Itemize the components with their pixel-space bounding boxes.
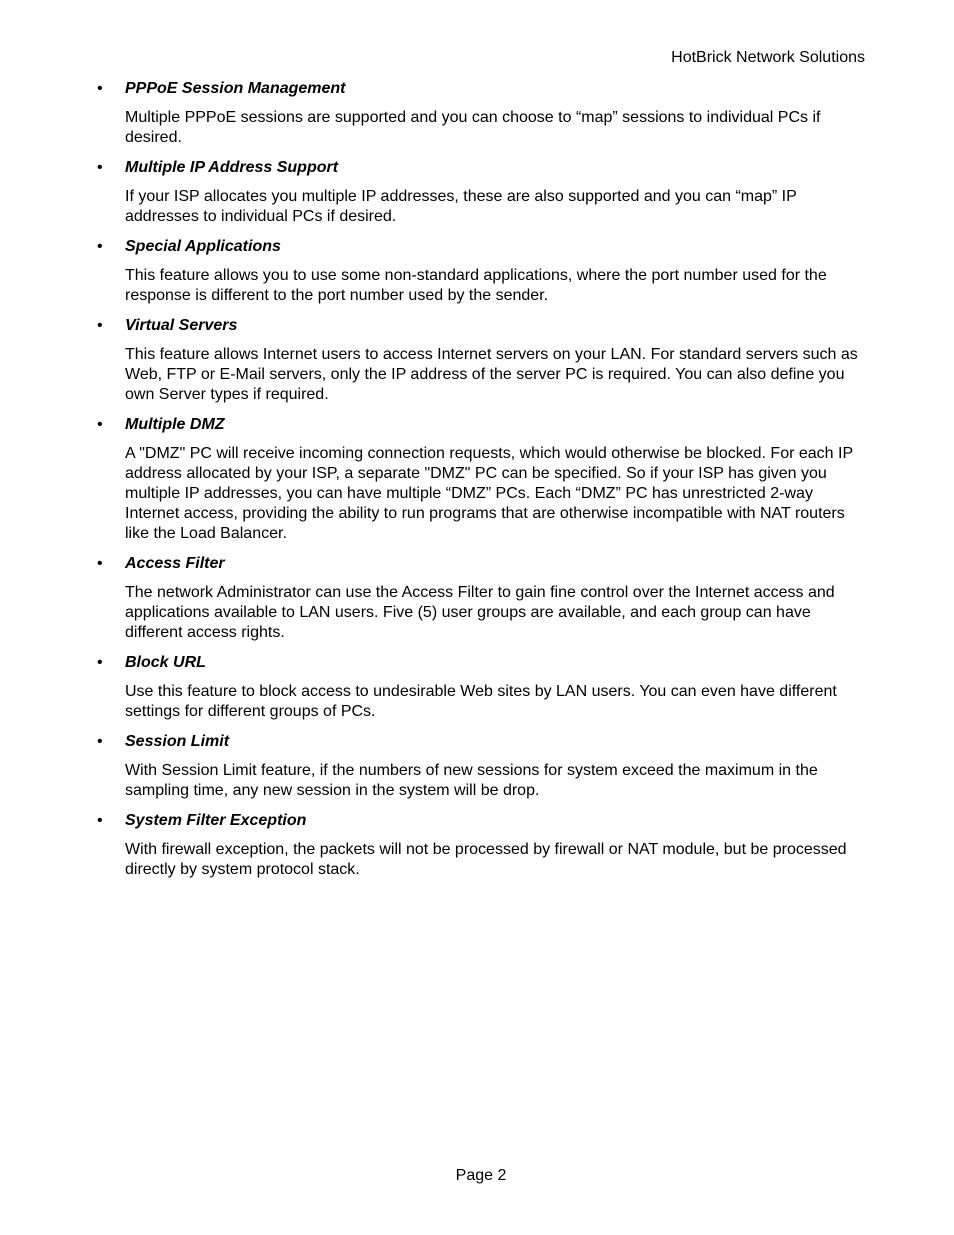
feature-description: Use this feature to block access to undesirable Web sites by LAN users. You can even have different settings for different groups of PCs. [125, 683, 837, 720]
feature-title: Virtual Servers [125, 317, 238, 334]
bullet-icon: • [97, 159, 103, 176]
bullet-icon: • [97, 555, 103, 572]
list-item [0, 158, 954, 227]
feature-description: Multiple PPPoE sessions are supported and you can choose to “map” sessions to individual PCs if desired. [125, 109, 821, 146]
feature-title: Multiple DMZ [125, 416, 225, 433]
bullet-icon: • [97, 238, 103, 255]
bullet-icon: • [97, 80, 103, 97]
list-item [0, 554, 954, 643]
feature-title: Multiple IP Address Support [125, 159, 339, 176]
feature-description: This feature allows Internet users to access Internet servers on your LAN. For standard servers such as Web, FTP or E-Mail servers, only the IP address of the server PC is required. You can also define you own Server types if required. [125, 346, 858, 403]
feature-title: Special Applications [125, 238, 281, 255]
list-item [0, 811, 954, 880]
bullet-icon: • [97, 416, 103, 433]
feature-list [0, 79, 954, 890]
feature-title: Access Filter [125, 555, 225, 572]
feature-description: A "DMZ" PC will receive incoming connection requests, which would otherwise be blocked. For each IP address allocated by your ISP, a separate "DMZ" PC can be specified. So if your ISP has given you multiple IP addresses, you can have multiple “DMZ” PCs. Each “DMZ” PC has unrestricted 2-way Internet access, providing the ability to run programs that are otherwise incompatible with NAT routers like the Load Balancer. [125, 445, 853, 542]
feature-description: With firewall exception, the packets will not be processed by firewall or NAT module, but be processed directly by system protocol stack. [125, 841, 847, 878]
bullet-icon: • [97, 317, 103, 334]
feature-description: With Session Limit feature, if the numbers of new sessions for system exceed the maximum in the sampling time, any new session in the system will be drop. [125, 762, 818, 799]
page-header-company: HotBrick Network Solutions [671, 49, 865, 66]
page-number: Page 2 [455, 1167, 507, 1184]
feature-title: PPPoE Session Management [125, 80, 346, 97]
list-item [0, 316, 954, 405]
list-item [0, 653, 954, 722]
feature-description: This feature allows you to use some non-standard applications, where the port number used for the response is different to the port number used by the sender. [125, 267, 827, 304]
list-item [0, 732, 954, 801]
list-item [0, 237, 954, 306]
list-item [0, 415, 954, 544]
feature-title: Session Limit [125, 733, 230, 750]
feature-title: Block URL [125, 654, 206, 671]
feature-description: The network Administrator can use the Access Filter to gain fine control over the Internet access and applications available to LAN users. Five (5) user groups are available, and each group can have different access rights. [125, 584, 835, 641]
feature-description: If your ISP allocates you multiple IP addresses, these are also supported and you can “map” IP addresses to individual PCs if desired. [125, 188, 797, 225]
list-item [0, 79, 954, 148]
bullet-icon: • [97, 812, 103, 829]
bullet-icon: • [97, 733, 103, 750]
feature-title: System Filter Exception [125, 812, 307, 829]
bullet-icon: • [97, 654, 103, 671]
